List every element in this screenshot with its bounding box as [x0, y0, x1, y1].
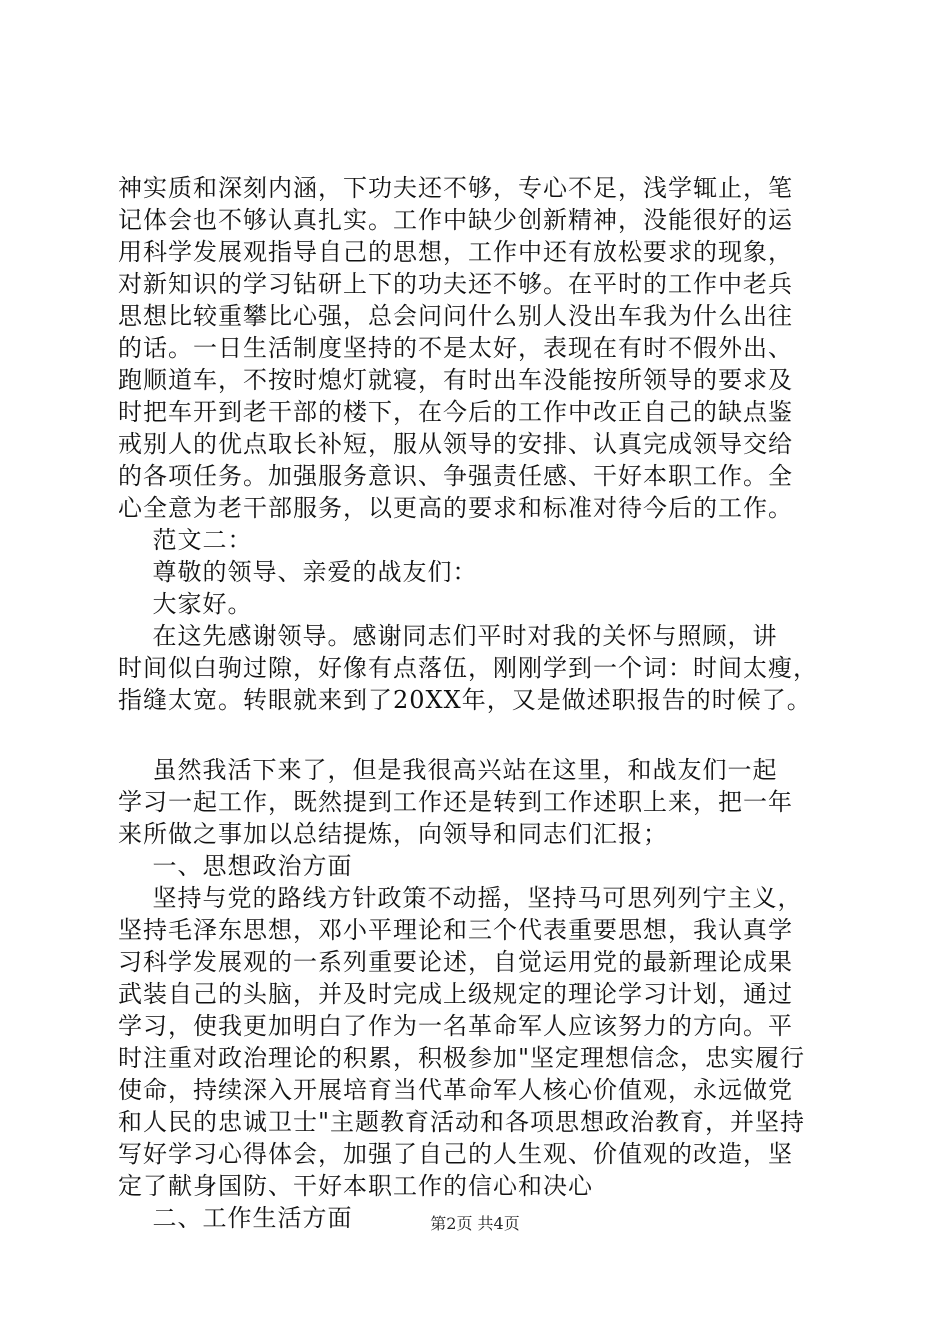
text-line: 虽然我活下来了，但是我很高兴站在这里，和战友们一起 [118, 756, 778, 784]
text-line: 用科学发展观指导自己的思想，工作中还有放松要求的现象， [118, 238, 793, 266]
page-footer [0, 1214, 950, 1234]
text-line: 思想比较重攀比心强，总会问问什么别人没出车我为什么出往 [118, 302, 793, 330]
text-line: 定了献身国防、干好本职工作的信心和决心 [118, 1172, 593, 1200]
text-line: 戒别人的优点取长补短，服从领导的安排、认真完成领导交给 [118, 430, 793, 458]
text-line: 和人民的忠诚卫士"主题教育活动和各项思想政治教育，并坚持 [118, 1108, 806, 1136]
text-line: 跑顺道车，不按时熄灯就寝，有时出车没能按所领导的要求及 [118, 366, 793, 394]
text-line: 的话。一日生活制度坚持的不是太好，表现在有时不假外出、 [118, 334, 793, 362]
paragraph-gap [118, 716, 848, 754]
text-line: 心全意为老干部服务，以更高的要求和标准对待今后的工作。 [118, 494, 793, 522]
document-body [118, 172, 848, 1234]
text-line: 时把车开到老干部的楼下，在今后的工作中改正自己的缺点鉴 [118, 398, 793, 426]
section-heading: 二、工作生活方面 [118, 1204, 353, 1232]
text-line: 在这先感谢领导。感谢同志们平时对我的关怀与照顾，讲 [118, 622, 778, 650]
text-line: 记体会也不够认真扎实。工作中缺少创新精神，没能很好的运 [118, 206, 793, 234]
greeting: 大家好。 [118, 590, 253, 618]
section-heading: 一、思想政治方面 [118, 852, 353, 880]
text-line: 坚持毛泽东思想，邓小平理论和三个代表重要思想，我认真学 [118, 916, 793, 944]
text-line: 指缝太宽。转眼就来到了20XX年，又是做述职报告的时候了。 [118, 686, 812, 714]
text-line: 习科学发展观的一系列重要论述，自觉运用党的最新理论成果 [118, 948, 793, 976]
text-line: 学习一起工作，既然提到工作还是转到工作述职上来，把一年 [118, 788, 793, 816]
text-line: 使命，持续深入开展培育当代革命军人核心价值观，永远做党 [118, 1076, 793, 1104]
text-line: 时间似白驹过隙，好像有点落伍，刚刚学到一个词：时间太瘦， [118, 654, 818, 682]
text-line: 学习，使我更加明白了作为一名革命军人应该努力的方向。平 [118, 1012, 793, 1040]
section-heading: 范文二： [118, 526, 253, 554]
text-line: 的各项任务。加强服务意识、争强责任感、干好本职工作。全 [118, 462, 793, 490]
text-line: 时注重对政治理论的积累，积极参加"坚定理想信念，忠实履行 [118, 1044, 806, 1072]
text-line: 坚持与党的路线方针政策不动摇，坚持马可思列列宁主义， [118, 884, 803, 912]
text-line: 神实质和深刻内涵，下功夫还不够，专心不足，浅学辄止，笔 [118, 174, 793, 202]
salutation: 尊敬的领导、亲爱的战友们： [118, 558, 478, 586]
text-line: 武装自己的头脑，并及时完成上级规定的理论学习计划，通过 [118, 980, 793, 1008]
text-line: 对新知识的学习钻研上下的功夫还不够。在平时的工作中老兵 [118, 270, 793, 298]
page-number-label: 第2页 共4页 [430, 1214, 520, 1233]
text-line: 来所做之事加以总结提炼，向领导和同志们汇报； [118, 820, 668, 848]
text-line: 写好学习心得体会，加强了自己的人生观、价值观的改造，坚 [118, 1140, 793, 1168]
